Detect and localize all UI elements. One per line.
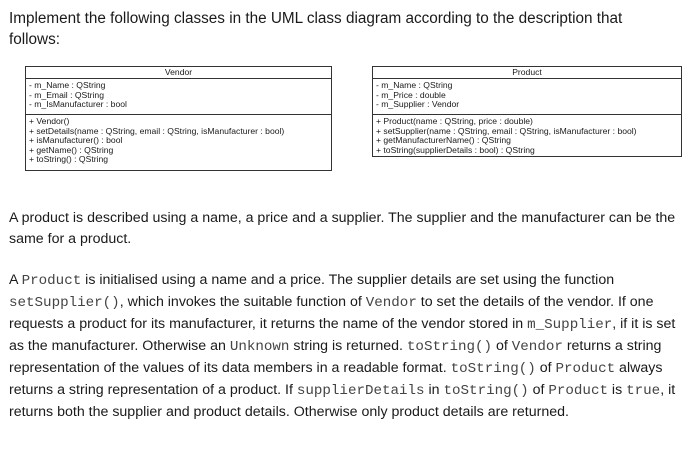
description-paragraph-1: A product is described using a name, a price and a supplier. The supplier and the manufacturer can be the same for a product.: [9, 210, 676, 247]
code-term: true: [626, 383, 661, 399]
code-term: toString(): [450, 361, 536, 377]
code-term: Vendor: [365, 295, 417, 311]
prose-text: string is returned.: [289, 338, 407, 354]
vendor-class-box: [25, 66, 332, 171]
vendor-attribute: - m_Name : QString: [29, 80, 106, 90]
product-operation: + toString(supplierDetails : bool) : QString: [376, 144, 535, 155]
prose-text: is: [607, 382, 627, 398]
prose-text: of: [492, 338, 512, 354]
vendor-class-name: Vendor: [26, 67, 331, 79]
vendor-attributes: [26, 79, 331, 114]
prose-text: , if it is set as the manufacturer. Otherwise an: [9, 316, 676, 354]
product-operations: [373, 114, 681, 156]
prose-text: is initialised using a name and a price. The supplier details are set using the function: [81, 272, 615, 288]
product-operation: + Product(name : QString, price : double): [376, 116, 533, 126]
vendor-operation: + toString() : QString: [29, 154, 109, 165]
code-term: Product: [555, 361, 616, 377]
vendor-operation: + setDetails(name : QString, email : QString, isManufacturer : bool): [29, 125, 285, 136]
vendor-operation: + getName() : QString: [29, 144, 114, 155]
task-instruction: Implement the following classes in the UML class diagram according to the description that follows:: [9, 10, 623, 48]
code-term: setSupplier(): [9, 295, 120, 311]
product-class-box: [372, 66, 682, 157]
prose-text: of: [535, 360, 556, 376]
prose-text: always returns a string representation of a product. If: [9, 360, 663, 398]
product-attribute: - m_Price : double: [376, 89, 446, 100]
vendor-operation: + isManufacturer() : bool: [29, 135, 123, 146]
prose-text: , it returns both the supplier and product details. Otherwise only product details are returned.: [9, 382, 676, 420]
prose-text: of: [528, 382, 549, 398]
code-term: Vendor: [511, 339, 563, 355]
code-term: Product: [21, 273, 82, 289]
code-term: Product: [548, 383, 608, 399]
vendor-attribute: - m_Email : QString: [29, 89, 104, 100]
description-paragraph-2: [9, 270, 681, 423]
code-term: toString(): [406, 339, 493, 355]
product-class-name: Product: [373, 67, 681, 79]
prose-text: A: [9, 272, 22, 288]
code-term: m_Supplier: [527, 317, 613, 333]
prose-text: , which invokes the suitable function of: [119, 294, 366, 310]
product-attribute: - m_Name : QString: [376, 80, 453, 90]
vendor-attribute: - m_IsManufacturer : bool: [29, 99, 127, 110]
prose-text: in: [424, 382, 444, 398]
prose-text: to set the details of the vendor. If one requests a product for its manufacturer, it returns the name of the vendor stored in: [9, 294, 654, 332]
code-term: toString(): [443, 383, 529, 399]
product-operation: + setSupplier(name : QString, email : QString, isManufacturer : bool): [376, 125, 637, 136]
vendor-operation: + Vendor(): [29, 116, 70, 126]
product-operation: + getManufacturerName() : QString: [376, 135, 511, 146]
code-term: Unknown: [229, 339, 290, 355]
prose-text: returns a string representation of the values of its data members in a readable format.: [9, 338, 662, 376]
product-attribute: - m_Supplier : Vendor: [376, 99, 460, 110]
code-term: supplierDetails: [296, 383, 425, 399]
vendor-operations: [26, 114, 331, 170]
product-attributes: [373, 79, 681, 114]
